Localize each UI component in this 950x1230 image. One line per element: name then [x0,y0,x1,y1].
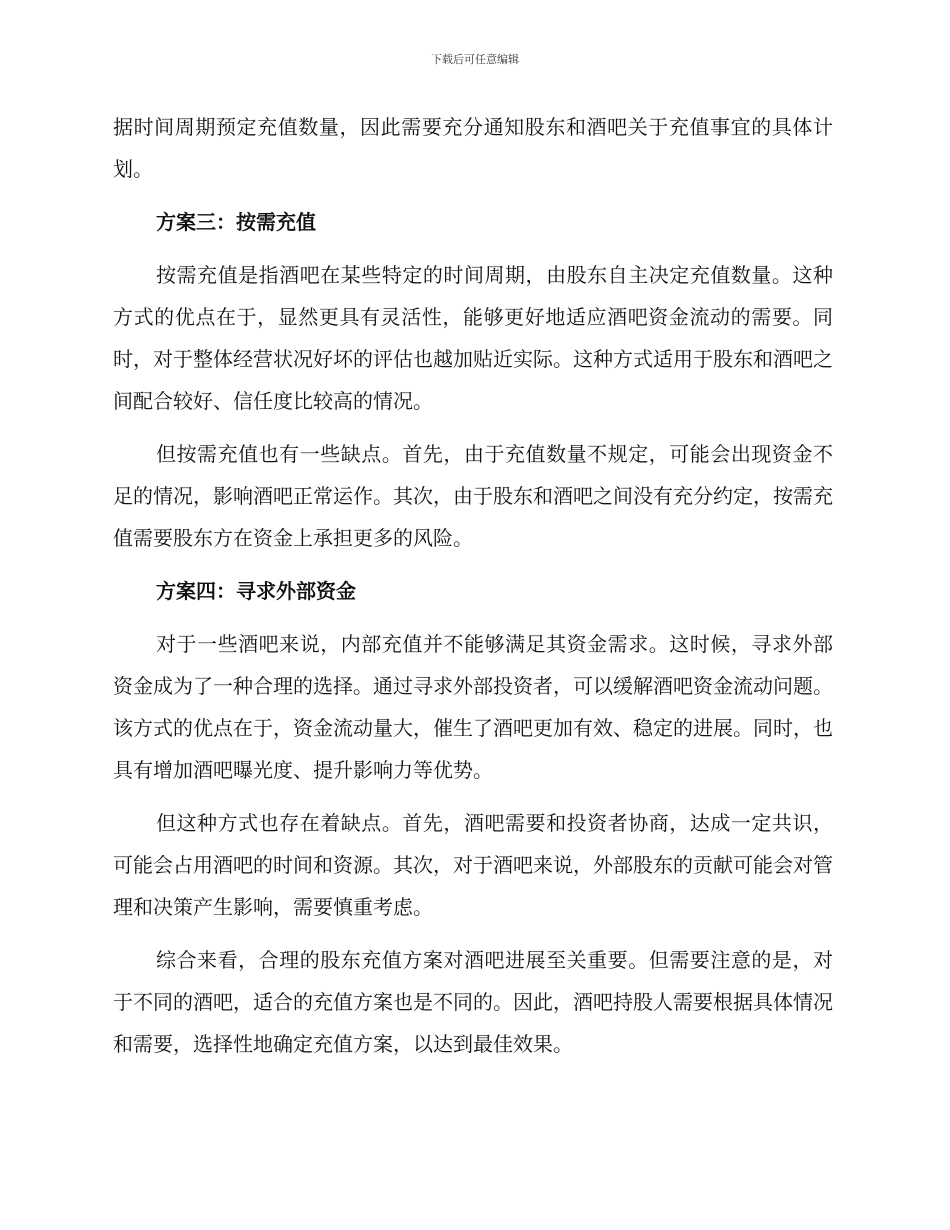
paragraph-continuation: 据时间周期预定充值数量，因此需要充分通知股东和酒吧关于充值事宜的具体计划。 [113,115,833,181]
paragraph-on-demand-drawbacks: 但按需充值也有一些缺点。首先，由于充值数量不规定，可能会出现资金不足的情况，影响酒吧正常运作。其次，由于股东和酒吧之间没有充分约定，按需充值需要股东方在资金上承担更多的风险。 [113,442,833,550]
document-body [113,106,833,1076]
section-heading-plan-four: 方案四：寻求外部资金 [156,579,356,603]
page-header-note: 下载后可任意编辑 [431,53,519,66]
section-heading-plan-three: 方案三：按需充值 [156,210,316,234]
paragraph-on-demand-advantages: 按需充值是指酒吧在某些特定的时间周期，由股东自主决定充值数量。这种方式的优点在于，显然更具有灵活性，能够更好地适应酒吧资金流动的需要。同时，对于整体经营状况好坏的评估也越加贴近实际。这种方式适用于股东和酒吧之间配合较好、信任度比较高的情况。 [113,263,833,413]
paragraph-external-funding-drawbacks: 但这种方式也存在着缺点。首先，酒吧需要和投资者协商，达成一定共识，可能会占用酒吧的时间和资源。其次，对于酒吧来说，外部股东的贡献可能会对管理和决策产生影响，需要慎重考虑。 [113,811,833,919]
paragraph-conclusion: 综合来看，合理的股东充值方案对酒吧进展至关重要。但需要注意的是，对于不同的酒吧，适合的充值方案也是不同的。因此，酒吧持股人需要根据具体情况和需要，选择性地确定充值方案，以达到最佳效果。 [113,948,833,1056]
paragraph-external-funding-advantages: 对于一些酒吧来说，内部充值并不能够满足其资金需求。这时候，寻求外部资金成为了一种合理的选择。通过寻求外部投资者，可以缓解酒吧资金流动问题。该方式的优点在于，资金流动量大，催生了酒吧更加有效、稳定的进展。同时，也具有增加酒吧曝光度、提升影响力等优势。 [113,632,833,782]
